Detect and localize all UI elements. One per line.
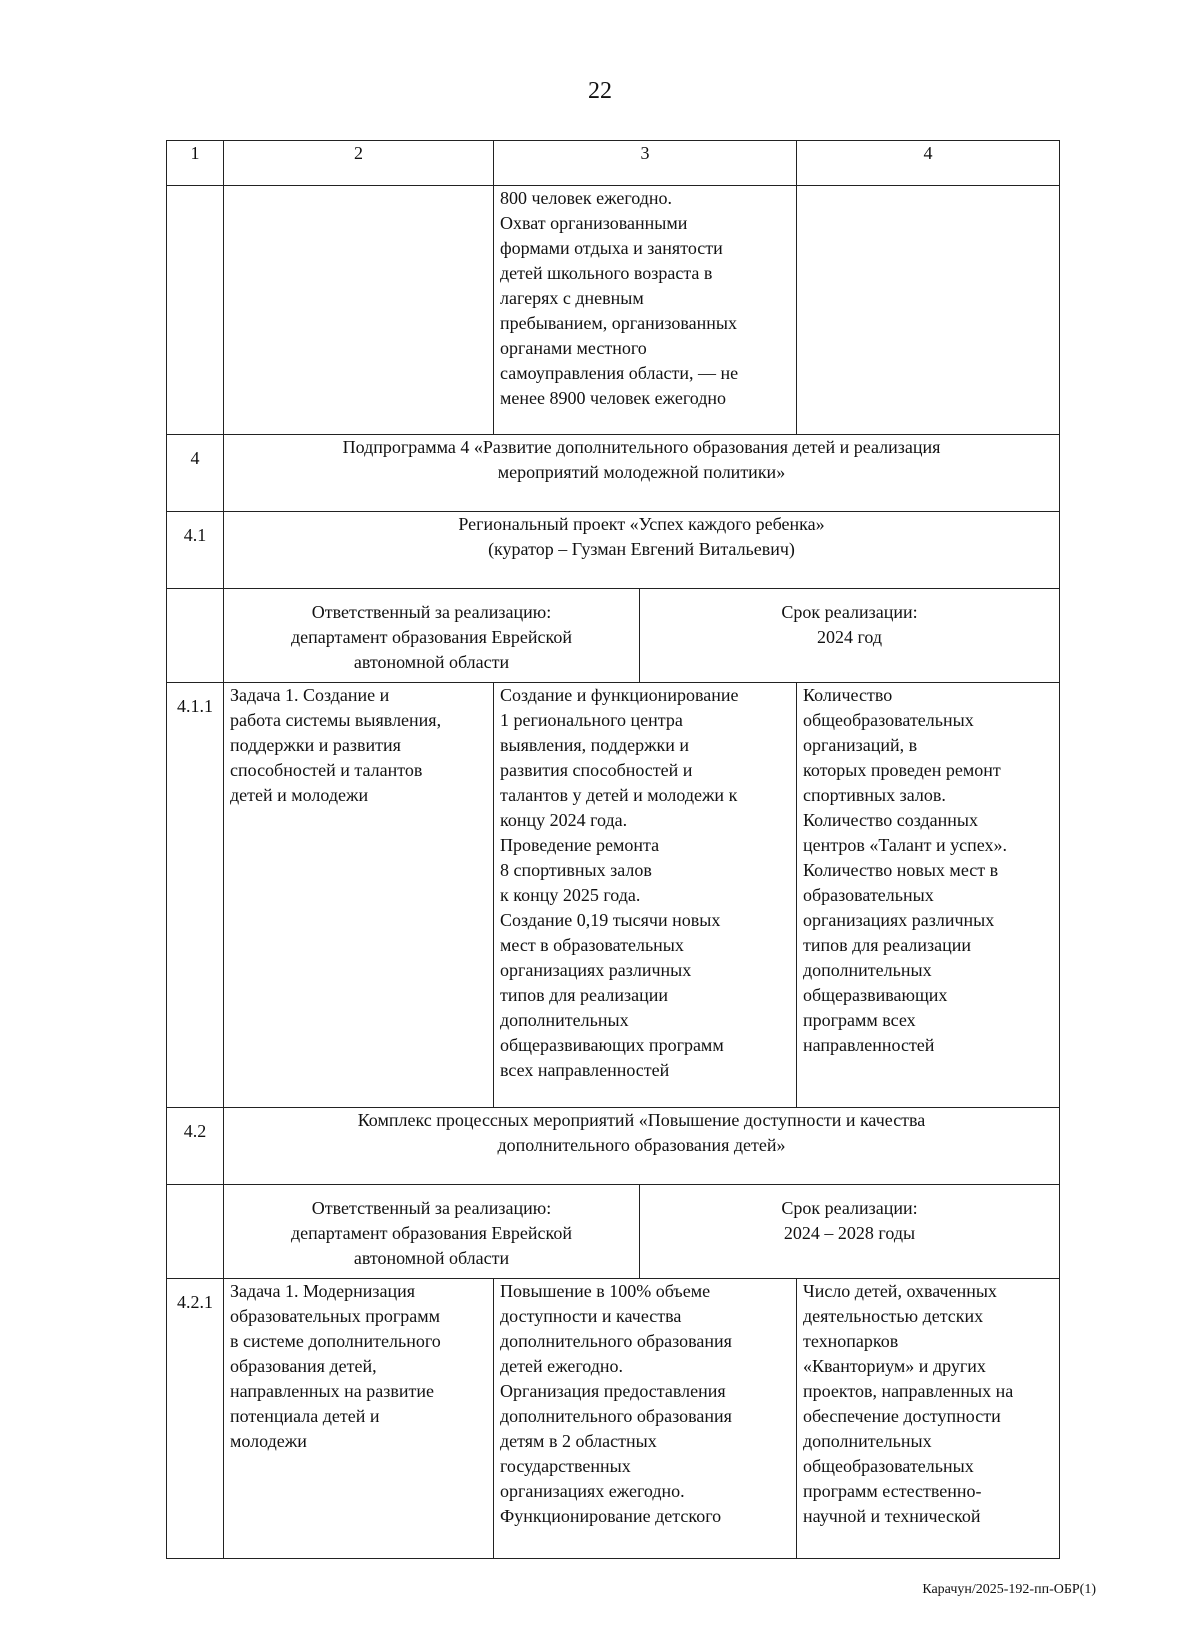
row-4-2-1-effects: Повышение в 100% объеме доступности и качества дополнительного образования детей ежегодно. Организация предоставления дополнительного образования детям в 2 областных государственных организациях ежегодно. Функционирование детского bbox=[494, 1279, 797, 1559]
continuation-col-4 bbox=[797, 186, 1060, 435]
continuation-col-2 bbox=[224, 186, 494, 435]
subprogram-4-title: Подпрограмма 4 «Развитие дополнительного образования детей и реализация мероприятий молодежной политики» bbox=[224, 435, 1060, 512]
header-col-1: 1 bbox=[167, 141, 224, 186]
section-4-1-split bbox=[224, 589, 1060, 683]
row-4-1-1-task: Задача 1. Создание и работа системы выявления, поддержки и развития способностей и талантов детей и молодежи bbox=[224, 683, 494, 1108]
continuation-col-1 bbox=[167, 186, 224, 435]
section-4-2-empty-number bbox=[167, 1185, 224, 1279]
row-4-1-1 bbox=[167, 683, 1060, 1108]
section-4-2-row bbox=[167, 1108, 1060, 1185]
row-4-1-1-effects: Создание и функционирование 1 регионального центра выявления, поддержки и развития способностей и талантов у детей и молодежи к концу 2024 года. Проведение ремонта 8 спортивных залов к концу 2025 года. Создание 0,19 тысячи новых мест в образовательных организациях различных типов для реализации дополнительных общеразвивающих программ всех направленностей bbox=[494, 683, 797, 1108]
header-row bbox=[167, 141, 1060, 186]
continuation-col-3: 800 человек ежегодно. Охват организованными формами отдыха и занятости детей школьного возраста в лагерях с дневным пребыванием, организованных органами местного самоуправления области, — не менее 8900 человек ежегодно bbox=[494, 186, 797, 435]
row-4-2-1-task: Задача 1. Модернизация образовательных программ в системе дополнительного образования детей, направленных на развитие потенциала детей и молодежи bbox=[224, 1279, 494, 1559]
section-4-1-number: 4.1 bbox=[167, 512, 224, 589]
header-col-3: 3 bbox=[494, 141, 797, 186]
section-4-2-responsible-row bbox=[167, 1185, 1060, 1279]
row-4-2-1 bbox=[167, 1279, 1060, 1559]
section-4-1-row bbox=[167, 512, 1060, 589]
header-col-2: 2 bbox=[224, 141, 494, 186]
row-4-2-1-number: 4.2.1 bbox=[167, 1279, 224, 1559]
header-col-4: 4 bbox=[797, 141, 1060, 186]
section-4-1-term: Срок реализации: 2024 год bbox=[781, 602, 918, 647]
section-4-2-responsible: Ответственный за реализацию: департамент образования Еврейской автономной области bbox=[224, 1185, 640, 1278]
page-number: 22 bbox=[588, 78, 612, 104]
subprogram-4-row bbox=[167, 435, 1060, 512]
row-4-1-1-indicators: Количество общеобразовательных организаций, в которых проведен ремонт спортивных залов. Количество созданных центров «Талант и успех». Количество новых мест в образовательных организациях различных типов для реализации дополнительных общеразвивающих программ всех направленностей bbox=[797, 683, 1060, 1108]
section-4-2-title: Комплекс процессных мероприятий «Повышение доступности и качества дополнительного образования детей» bbox=[224, 1108, 1060, 1185]
section-4-1-responsible: Ответственный за реализацию: департамент образования Еврейской автономной области bbox=[224, 589, 640, 682]
program-table bbox=[166, 140, 1060, 1559]
continuation-row bbox=[167, 186, 1060, 435]
document-footer-code: Карачун/2025-192-пп-ОБР(1) bbox=[922, 1582, 1096, 1597]
section-4-1-responsible-row bbox=[167, 589, 1060, 683]
section-4-1-empty-number bbox=[167, 589, 224, 683]
row-4-2-1-indicators: Число детей, охваченных деятельностью детских технопарков «Кванториум» и других проектов, направленных на обеспечение доступности дополнительных общеобразовательных программ естественно- научной и технической bbox=[797, 1279, 1060, 1559]
section-4-2-split bbox=[224, 1185, 1060, 1279]
section-4-2-number: 4.2 bbox=[167, 1108, 224, 1185]
section-4-1-title: Региональный проект «Успех каждого ребенка» (куратор – Гузман Евгений Витальевич) bbox=[224, 512, 1060, 589]
section-4-2-term: Срок реализации: 2024 – 2028 годы bbox=[781, 1198, 918, 1243]
row-4-1-1-number: 4.1.1 bbox=[167, 683, 224, 1108]
subprogram-4-number: 4 bbox=[167, 435, 224, 512]
